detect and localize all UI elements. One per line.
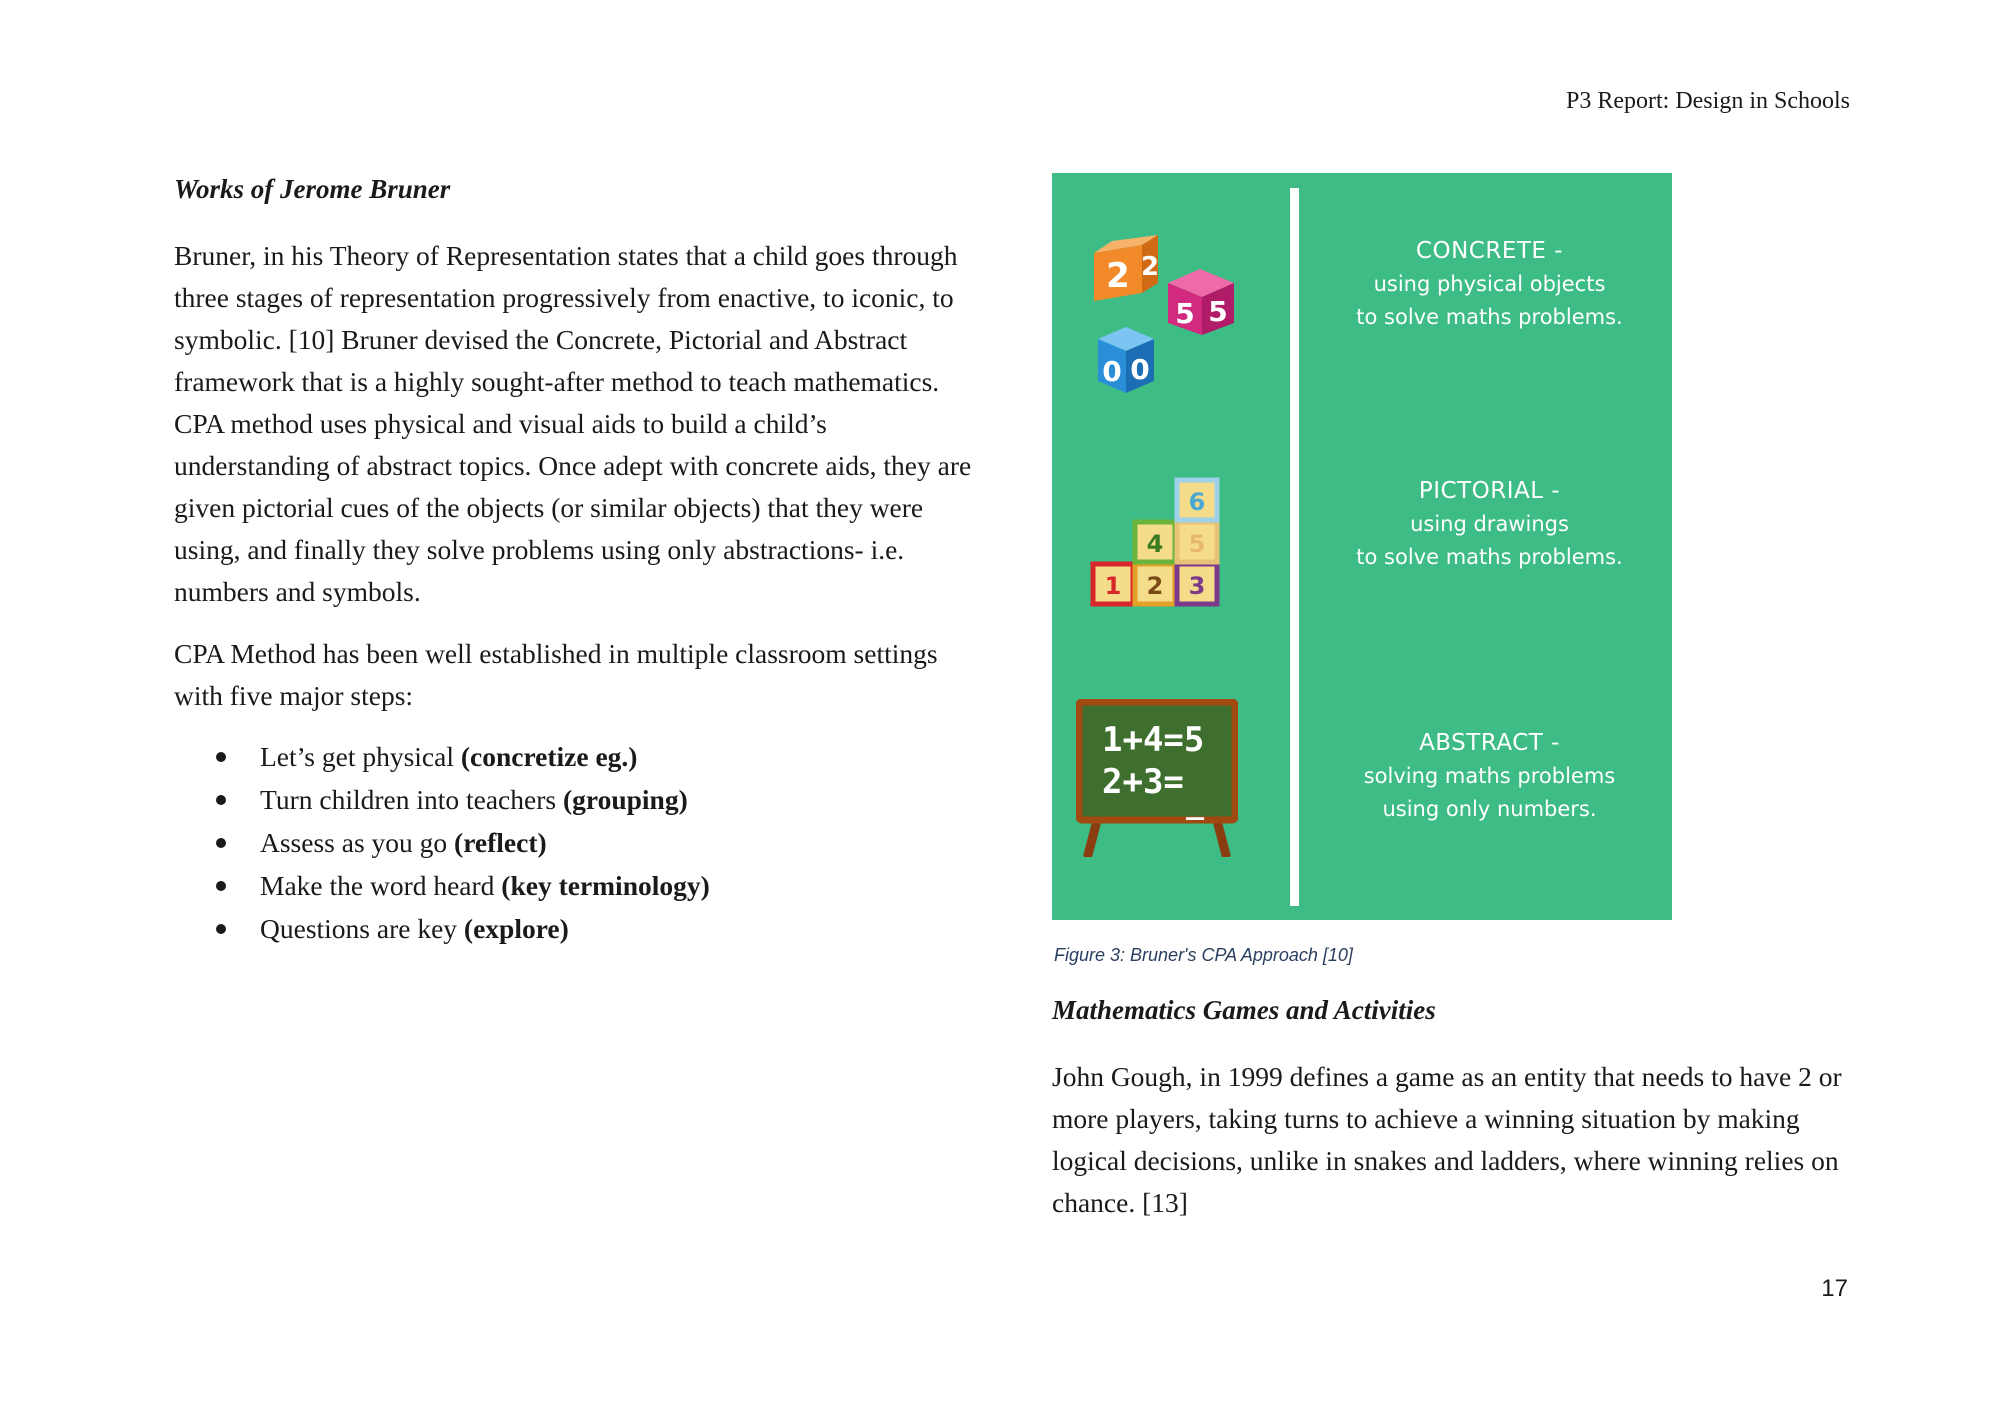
block-row-middle (1135, 522, 1217, 562)
stage-desc-line: to solve maths problems. (1356, 545, 1623, 569)
svg-text:_: _ (1186, 786, 1205, 821)
svg-text:2: 2 (1140, 252, 1160, 282)
svg-text:0: 0 (1102, 355, 1122, 388)
stage-desc-line: using drawings (1410, 512, 1569, 536)
orange-die (1094, 235, 1159, 301)
stage-abstract (1307, 727, 1672, 826)
stage-desc-line: using physical objects (1373, 272, 1606, 296)
stage-desc-line: to solve maths problems. (1356, 305, 1623, 329)
svg-text:1: 1 (1104, 572, 1122, 600)
page-number: 17 (1821, 1275, 1848, 1302)
section-heading-bruner: Works of Jerome Bruner (174, 174, 451, 204)
svg-text:3: 3 (1188, 572, 1206, 600)
svg-text:2: 2 (1146, 572, 1164, 600)
bullet-icon (216, 752, 226, 762)
blocks-icon (1090, 476, 1220, 608)
stage-title: PICTORIAL - (1418, 478, 1561, 504)
svg-text:5: 5 (1188, 530, 1206, 558)
right-column (1052, 995, 1852, 1224)
stage-title: ABSTRACT - (1419, 730, 1560, 756)
block-row-top (1177, 480, 1217, 520)
section-heading-games: Mathematics Games and Activities (1052, 995, 1436, 1025)
list-item: Let’s get physical (concretize eg.) (216, 735, 974, 778)
dice-icon (1088, 235, 1268, 395)
paragraph-gough: John Gough, in 1999 defines a game as an entity that needs to have 2 or more players, taking turns to achieve a winning situation by making logical decisions, unlike in snakes and ladders, where winning relies on chance. [13] (1052, 1061, 1842, 1218)
stage-desc-line: solving maths problems (1363, 764, 1616, 788)
stage-pictorial (1307, 475, 1672, 574)
svg-text:4: 4 (1146, 530, 1164, 558)
svg-text:5: 5 (1175, 297, 1195, 330)
bullet-icon (216, 881, 226, 891)
cpa-approach-figure (1052, 173, 1672, 920)
figure-caption: Figure 3: Bruner's CPA Approach [10] (1054, 945, 1353, 965)
svg-text:2: 2 (1106, 256, 1130, 296)
svg-text:5: 5 (1208, 295, 1228, 328)
bullet-icon (216, 795, 226, 805)
bullet-icon (216, 838, 226, 848)
list-item: Turn children into teachers (grouping) (216, 778, 974, 821)
paragraph-cpa-method: CPA Method has been well established in multiple classroom settings with five major steps: (174, 638, 938, 711)
figure-divider (1290, 188, 1299, 906)
bullet-icon (216, 924, 226, 934)
stage-concrete (1307, 235, 1672, 334)
svg-text:0: 0 (1130, 353, 1150, 386)
blue-die (1098, 327, 1154, 393)
block-row-bottom (1093, 564, 1217, 604)
pink-die (1168, 269, 1234, 335)
stage-desc-line: using only numbers. (1382, 797, 1597, 821)
running-header: P3 Report: Design in Schools (1565, 88, 1850, 114)
chalkboard-icon (1076, 699, 1238, 857)
list-item: Questions are key (explore) (216, 907, 974, 950)
list-item: Assess as you go (reflect) (216, 821, 974, 864)
list-item: Make the word heard (key terminology) (216, 864, 974, 907)
stage-title: CONCRETE - (1415, 238, 1564, 264)
svg-text:1+4=5: 1+4=5 (1102, 720, 1205, 760)
svg-text:2+3=: 2+3= (1102, 762, 1184, 802)
cpa-steps-list (174, 735, 974, 950)
left-column (174, 174, 974, 950)
paragraph-theory-of-representation: Bruner, in his Theory of Representation states that a child goes through three stages of representation progressively from enactive, to iconic, to symbolic. [10] Bruner devised the Concrete, Pictorial and Abstract framework that is a highly sought-after method to teach mathematics. CPA method uses physical and visual aids to build a child’s understanding of abstract topics. Once adept with concrete aids, they are given pictorial cues of the objects (or similar objects) that they were using, and finally they solve problems using only abstractions- i.e. numbers and symbols. (174, 240, 972, 607)
svg-text:6: 6 (1188, 488, 1206, 516)
